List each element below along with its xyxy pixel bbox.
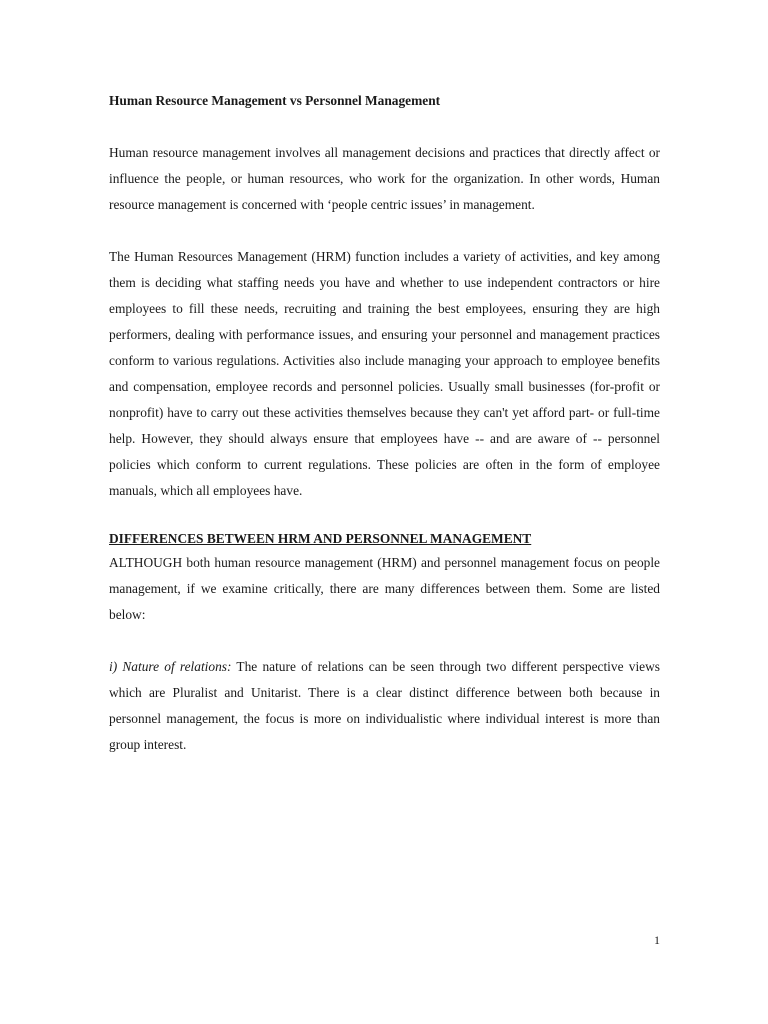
page-number: 1 (654, 933, 660, 947)
nature-of-relations-lead: i) Nature of relations: (109, 659, 232, 674)
differences-intro-paragraph: ALTHOUGH both human resource management (HRM) and personnel management focus on people management, if we examine critically, there are many differences between them. Some are listed below: (109, 555, 660, 622)
section-heading: DIFFERENCES BETWEEN HRM AND PERSONNEL MANAGEMENT (109, 531, 532, 546)
document-title: Human Resource Management vs Personnel Management (109, 93, 441, 108)
page-content (109, 90, 660, 758)
nature-of-relations-text: The nature of relations can be seen through two different perspective views which are Pluralist and Unitarist. There is a clear distinct difference between both because in personnel management, the focus is more on individualistic where individual interest is more than group interest. (109, 659, 660, 752)
hrm-function-paragraph: The Human Resources Management (HRM) function includes a variety of activities, and key among them is deciding what staffing needs you have and whether to use independent contractors or hire employees to fill these needs, recruiting and training the best employees, ensuring they are high performers, dealing with performance issues, and ensuring your personnel and management practices conform to various regulations. Activities also include managing your approach to employee benefits and compensation, employee records and personnel policies. Usually small businesses (for-profit or nonprofit) have to carry out these activities themselves because they can't yet afford part- or full-time help. However, they should always ensure that employees have -- and are aware of -- personnel policies which conform to current regulations. These policies are often in the form of employee manuals, which all employees have. (109, 249, 660, 498)
nature-of-relations-paragraph (109, 654, 660, 758)
intro-paragraph: Human resource management involves all management decisions and practices that directly affect or influence the people, or human resources, who work for the organization. In other words, Human resource management is concerned with ‘people centric issues’ in management. (109, 145, 660, 212)
